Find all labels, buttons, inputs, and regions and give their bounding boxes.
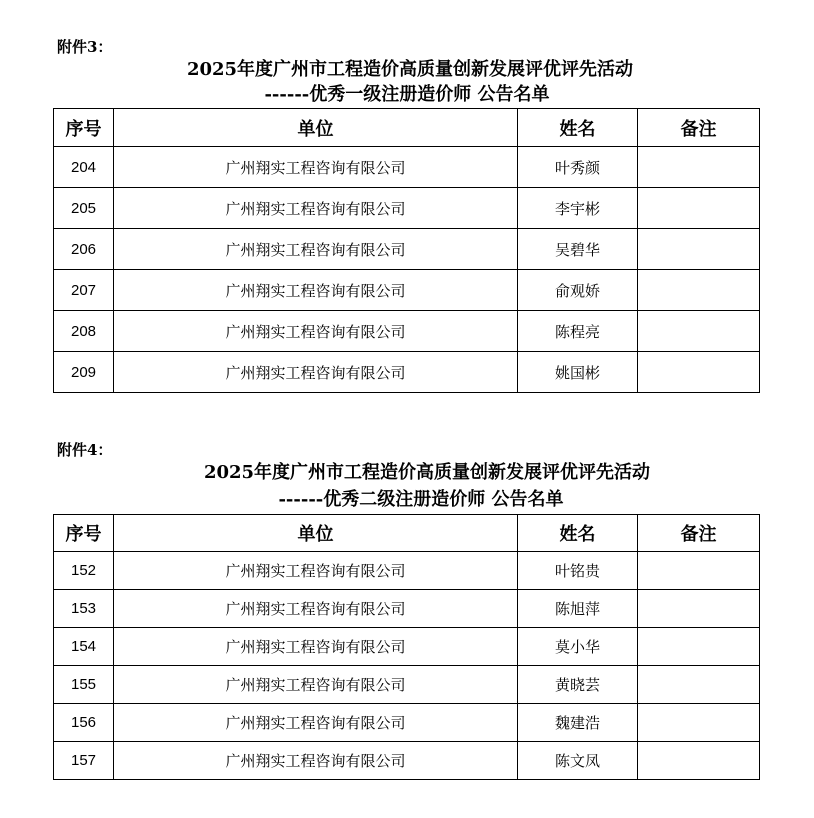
table-row bbox=[54, 666, 760, 704]
remark-cell bbox=[638, 590, 760, 628]
remark-cell bbox=[638, 229, 760, 270]
remark-cell bbox=[638, 628, 760, 666]
name-cell: 陈程亮 bbox=[518, 311, 638, 352]
seq-cell: 155 bbox=[54, 666, 114, 704]
name-cell: 陈旭萍 bbox=[518, 590, 638, 628]
name-cell: 陈文凤 bbox=[518, 742, 638, 780]
unit-cell: 广州翔实工程咨询有限公司 bbox=[114, 590, 518, 628]
table-header-row bbox=[54, 109, 760, 147]
header-name: 姓名 bbox=[518, 109, 638, 147]
unit-cell: 广州翔实工程咨询有限公司 bbox=[114, 229, 518, 270]
table-row bbox=[54, 352, 760, 393]
remark-cell bbox=[638, 352, 760, 393]
seq-cell: 156 bbox=[54, 704, 114, 742]
seq-cell: 154 bbox=[54, 628, 114, 666]
unit-cell: 广州翔实工程咨询有限公司 bbox=[114, 270, 518, 311]
section-1-subtitle: ------优秀一级注册造价师 公告名单 bbox=[264, 84, 550, 105]
header-seq: 序号 bbox=[54, 109, 114, 147]
table-row bbox=[54, 311, 760, 352]
unit-cell: 广州翔实工程咨询有限公司 bbox=[114, 666, 518, 704]
section-2-subtitle: ------优秀二级注册造价师 公告名单 bbox=[278, 489, 564, 510]
unit-cell: 广州翔实工程咨询有限公司 bbox=[114, 147, 518, 188]
table-row bbox=[54, 628, 760, 666]
remark-cell bbox=[638, 704, 760, 742]
name-cell: 姚国彬 bbox=[518, 352, 638, 393]
table-row bbox=[54, 742, 760, 780]
unit-cell: 广州翔实工程咨询有限公司 bbox=[114, 742, 518, 780]
name-cell: 李宇彬 bbox=[518, 188, 638, 229]
unit-cell: 广州翔实工程咨询有限公司 bbox=[114, 352, 518, 393]
table-row bbox=[54, 704, 760, 742]
remark-cell bbox=[638, 742, 760, 780]
unit-cell: 广州翔实工程咨询有限公司 bbox=[114, 552, 518, 590]
remark-cell bbox=[638, 270, 760, 311]
seq-cell: 209 bbox=[54, 352, 114, 393]
name-cell: 吴碧华 bbox=[518, 229, 638, 270]
seq-cell: 152 bbox=[54, 552, 114, 590]
remark-cell bbox=[638, 188, 760, 229]
seq-cell: 157 bbox=[54, 742, 114, 780]
attachment-3-label: 附件3： bbox=[57, 38, 113, 56]
seq-cell: 204 bbox=[54, 147, 114, 188]
name-cell: 叶秀颜 bbox=[518, 147, 638, 188]
name-cell: 叶铭贵 bbox=[518, 552, 638, 590]
seq-cell: 153 bbox=[54, 590, 114, 628]
seq-cell: 207 bbox=[54, 270, 114, 311]
unit-cell: 广州翔实工程咨询有限公司 bbox=[114, 311, 518, 352]
name-cell: 黄晓芸 bbox=[518, 666, 638, 704]
header-remark: 备注 bbox=[638, 109, 760, 147]
table-row bbox=[54, 590, 760, 628]
section-1-title: 2025年度广州市工程造价高质量创新发展评优评先活动 bbox=[186, 59, 634, 80]
unit-cell: 广州翔实工程咨询有限公司 bbox=[114, 628, 518, 666]
name-cell: 俞观娇 bbox=[518, 270, 638, 311]
excellent-grade1-cost-engineer-table bbox=[53, 108, 760, 393]
table-row bbox=[54, 188, 760, 229]
unit-cell: 广州翔实工程咨询有限公司 bbox=[114, 188, 518, 229]
remark-cell bbox=[638, 147, 760, 188]
attachment-4-label: 附件4： bbox=[57, 441, 113, 459]
header-remark: 备注 bbox=[638, 515, 760, 552]
header-name: 姓名 bbox=[518, 515, 638, 552]
header-unit: 单位 bbox=[114, 515, 518, 552]
remark-cell bbox=[638, 311, 760, 352]
table-row bbox=[54, 147, 760, 188]
table-row bbox=[54, 229, 760, 270]
seq-cell: 206 bbox=[54, 229, 114, 270]
section-2-title: 2025年度广州市工程造价高质量创新发展评优评先活动 bbox=[203, 462, 651, 483]
table-header-row bbox=[54, 515, 760, 552]
seq-cell: 205 bbox=[54, 188, 114, 229]
seq-cell: 208 bbox=[54, 311, 114, 352]
name-cell: 魏建浩 bbox=[518, 704, 638, 742]
header-unit: 单位 bbox=[114, 109, 518, 147]
name-cell: 莫小华 bbox=[518, 628, 638, 666]
table-row bbox=[54, 552, 760, 590]
table-row bbox=[54, 270, 760, 311]
remark-cell bbox=[638, 666, 760, 704]
excellent-grade2-cost-engineer-table bbox=[53, 514, 760, 780]
unit-cell: 广州翔实工程咨询有限公司 bbox=[114, 704, 518, 742]
remark-cell bbox=[638, 552, 760, 590]
header-seq: 序号 bbox=[54, 515, 114, 552]
